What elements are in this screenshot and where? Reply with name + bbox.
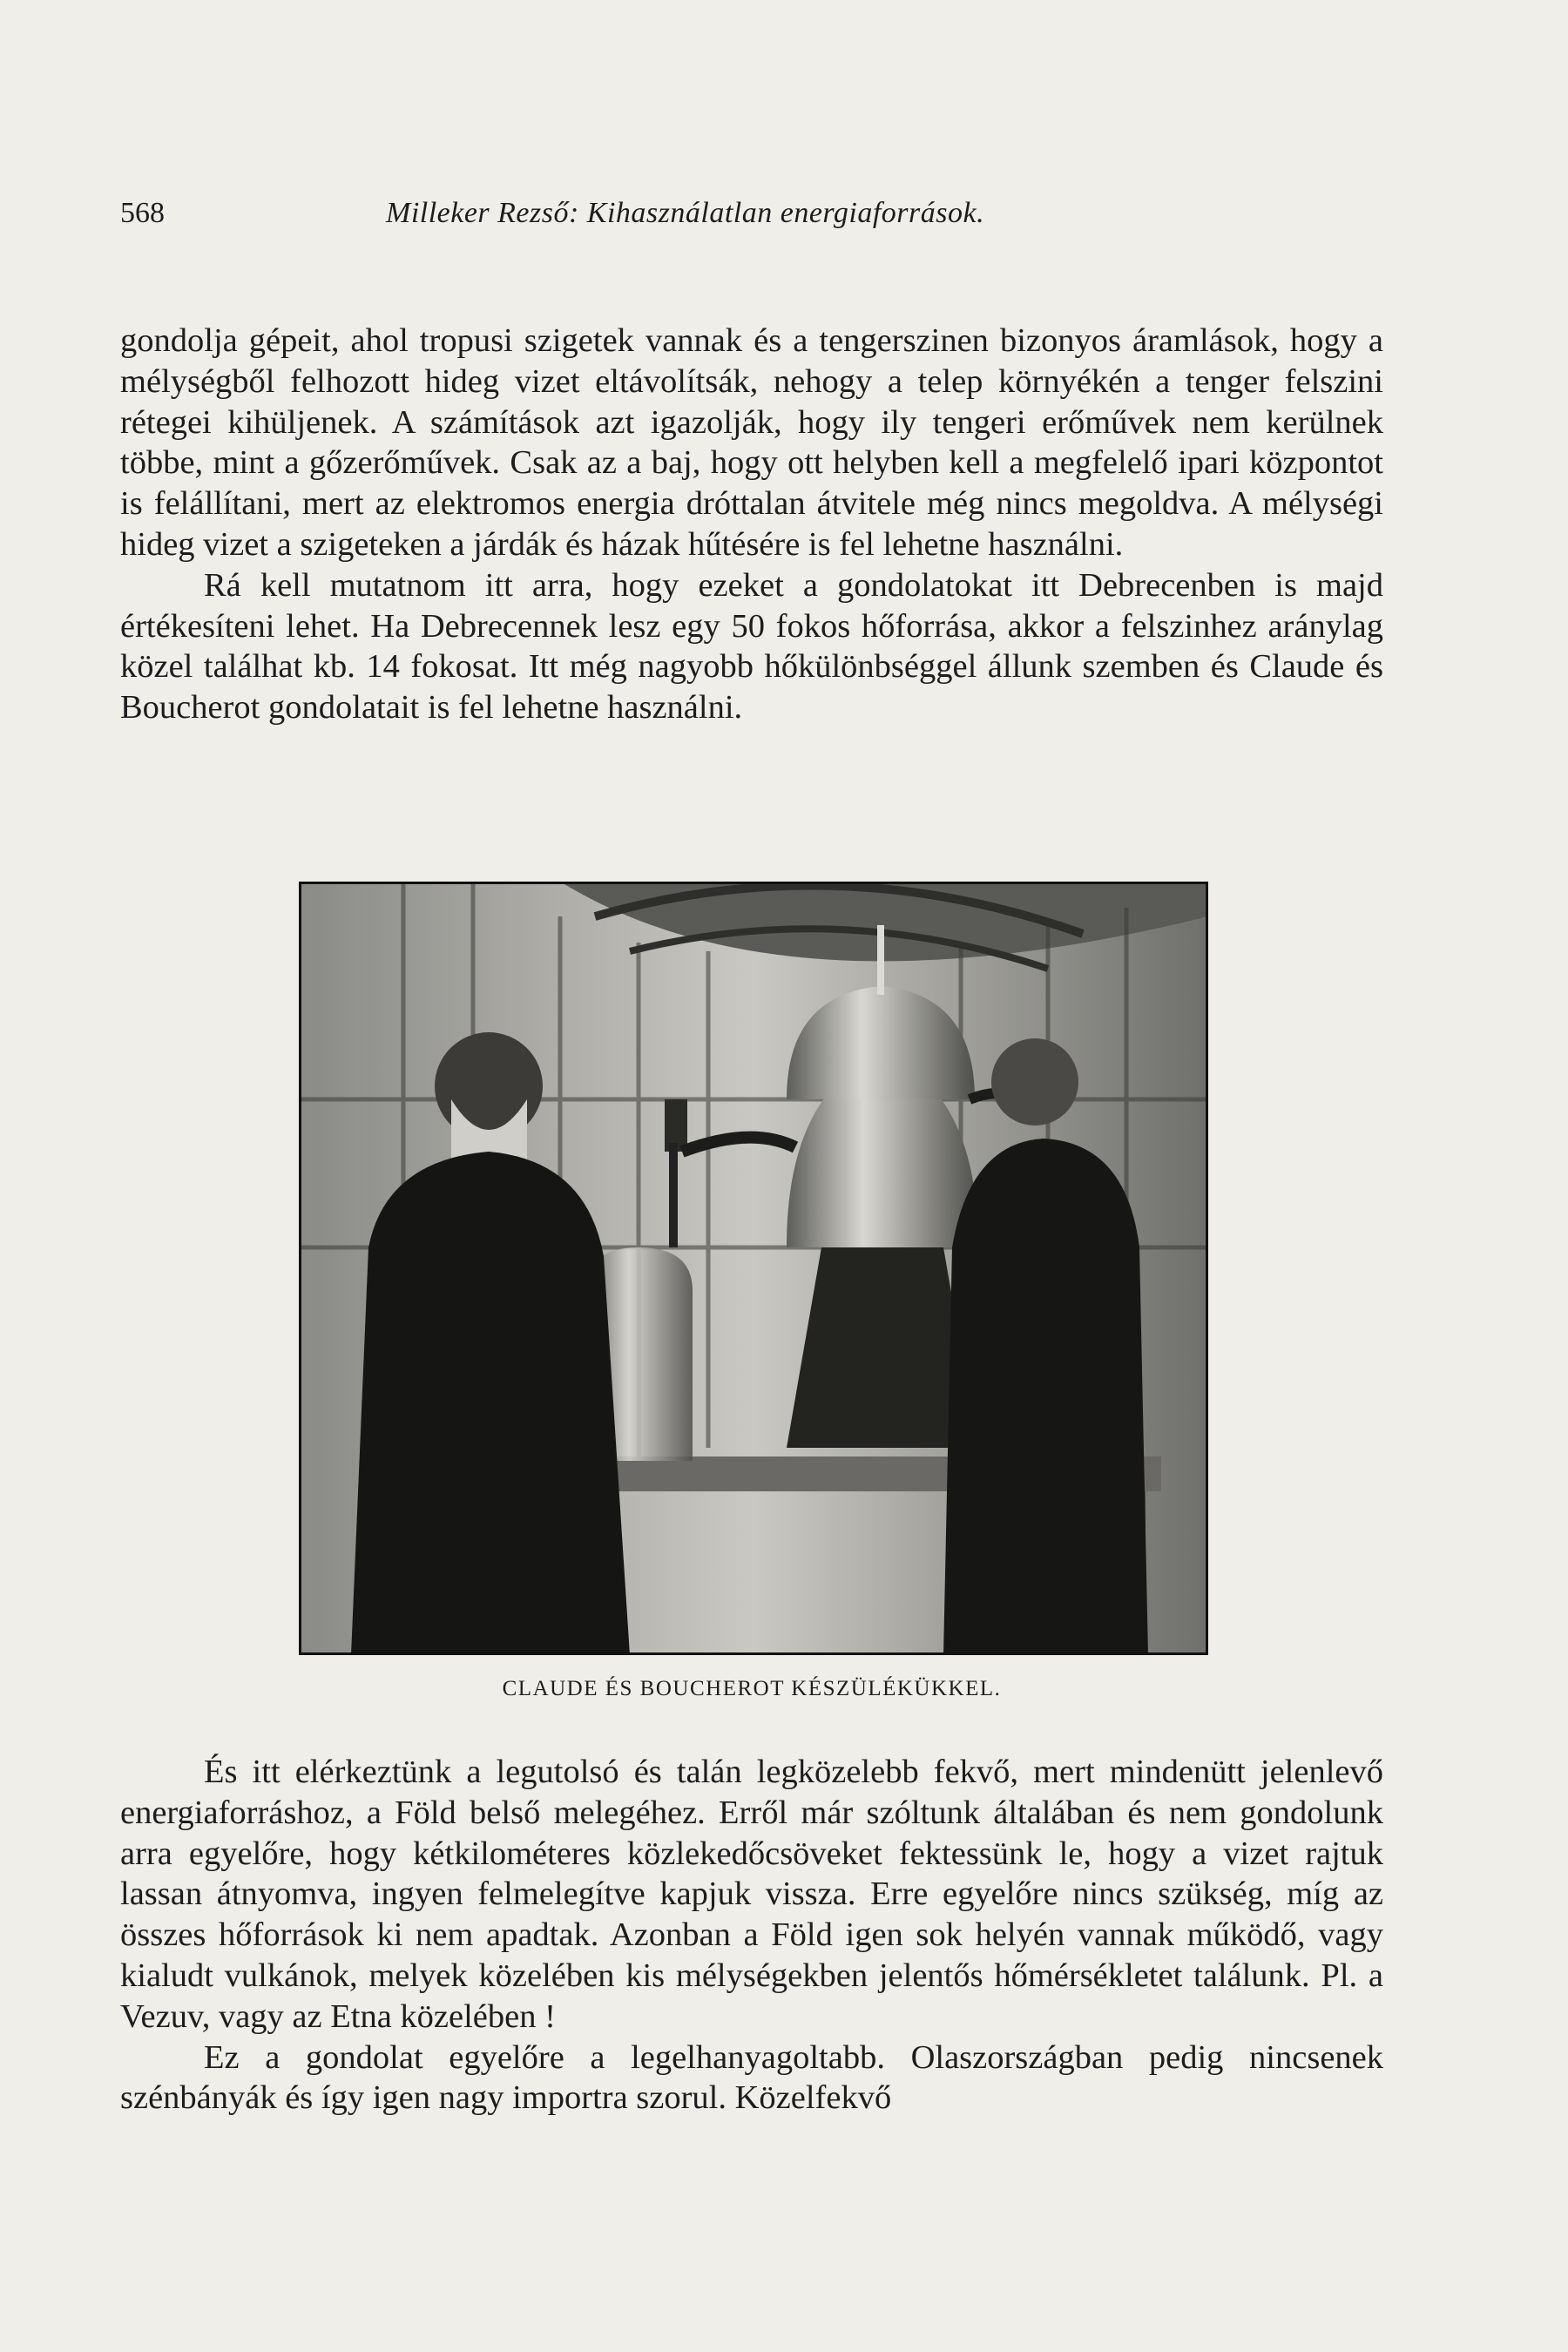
running-title: Milleker Rezső: Kihasználatlan energiaforrások. [386,197,985,229]
photo-illustration [299,882,1208,1655]
figure-caption: CLAUDE ÉS BOUCHEROT KÉSZÜLÉKÜKKEL. [502,1677,1002,1700]
paragraph: Ez a gondolat egyelőre a legelhanyagoltabb. Olaszországban pedig nincsenek szénbányák és így igen nagy importra szorul. Közelfekvő [120,2038,1383,2117]
paragraph: gondolja gépeit, ahol tropusi szigetek vannak és a tengerszinen bizonyos áramlások, hogy a mélységből felhozott hideg vizet eltávolítsák, nehogy a telep környékén a tenger felszini rétegei kihüljenek. A számítások azt igazolják, hogy ily tengeri erőművek nem kerülnek többe, mint a gőzerőművek. Csak az a baj, hogy ott helyben kell a megfelelő ipari központot is felállítani, mert az elektromos energia dróttalan átvitele még nincs megoldva. A mélységi hideg vizet a szigeteken a járdák és házak hűtésére is fel lehetne használni. [120,322,1383,563]
page-number: 568 [120,197,165,229]
body-text-top [120,321,1383,728]
body-text-bottom [120,1752,1383,2119]
running-head [120,192,1383,235]
paragraph: Rá kell mutatnom itt arra, hogy ezeket a gondolatokat itt Debrecenben is majd értékesíteni lehet. Ha Debrecennek lesz egy 50 fokos hőforrása, akkor a felszinhez aránylag közel találhat kb. 14 fokosat. Itt még nagyobb hőkülönbséggel állunk szemben és Claude és Boucherot gondolatait is fel lehetne használni. [120,566,1383,727]
photograph [299,882,1208,1655]
paragraph: És itt elérkeztünk a legutolsó és talán legközelebb fekvő, mert mindenütt jelenlevő energiaforráshoz, a Föld belső melegéhez. Erről már szóltunk általában és nem gondolunk arra egyelőre, hogy kétkilométeres közlekedőcsöveket fektessünk le, hogy a vizet rajtuk lassan átnyomva, ingyen felmelegítve kapjuk vissza. Erre egyelőre nincs szükség, míg az összes hőforrások ki nem apadtak. Azonban a Föld igen sok helyén vannak működő, vagy kialudt vulkánok, melyek közelében kis mélységekben jelentős hőmérsékletet találunk. Pl. a Vezuv, vagy az Etna közelében ! [120,1754,1383,2035]
